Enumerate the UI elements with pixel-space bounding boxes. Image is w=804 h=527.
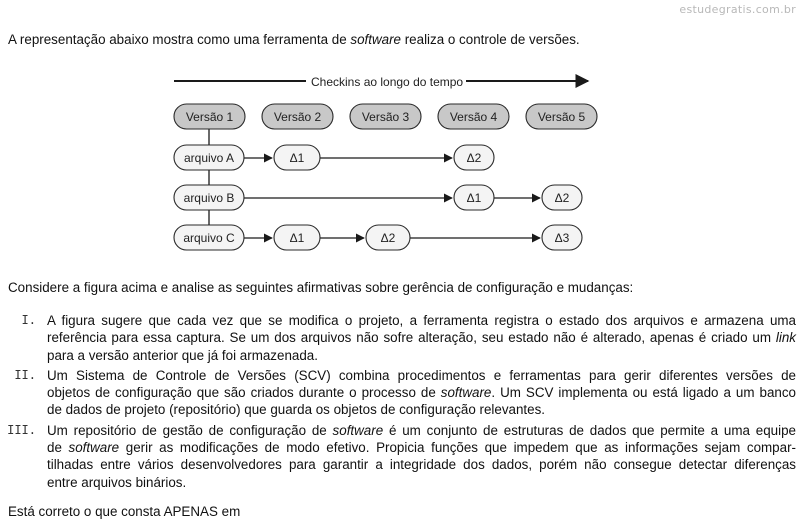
file-row-b: [174, 185, 582, 210]
svg-text:Δ1: Δ1: [466, 191, 482, 205]
statement-line: de dados de projeto (repositório) que guarda os objetos de configuração relevantes.: [47, 402, 546, 418]
statement-line: Um Sistema de Controle de Versões (SCV) combina procedimentos e ferramentas para gerir diferentes versões de: [47, 367, 796, 383]
svg-text:Δ1: Δ1: [289, 231, 305, 245]
statement-line: tilhadas entre vários desenvolvedores para garantir a integridade dos dados, porém não consegue detectar diferenças: [47, 457, 796, 473]
consider-text: Considere a figura acima e analise as seguintes afirmativas sobre gerência de configuração e mudanças:: [8, 280, 634, 295]
statement-line: objetos de configuração que são criados durante o processo de software. Um SCV implementa ou está ligado a um banco: [47, 385, 796, 401]
svg-text:Versão 4: Versão 4: [449, 110, 498, 124]
svg-text:Δ2: Δ2: [554, 191, 570, 205]
statements-list: [0, 312, 804, 494]
intro-after: realiza o controle de versões.: [401, 32, 580, 47]
delta-node: [274, 145, 320, 170]
svg-text:Versão 5: Versão 5: [537, 110, 586, 124]
svg-text:Δ3: Δ3: [554, 231, 570, 245]
version-pill: [350, 104, 421, 129]
svg-text:arquivo A: arquivo A: [183, 151, 235, 165]
version-pill: [526, 104, 597, 129]
statement-line: de software gerir as modificações de modo efetivo. Propicia funções que impedem que as informações sejam compar-: [47, 440, 796, 456]
statement-line: referência para essa captura. Se um dos arquivos não sofre alteração, seu estado não é alterado, apenas é criado um link: [47, 330, 796, 346]
svg-text:Versão 2: Versão 2: [273, 110, 322, 124]
version-pill: [438, 104, 509, 129]
statement-number: III.: [7, 422, 36, 437]
delta-node: [542, 225, 582, 250]
svg-text:Δ2: Δ2: [466, 151, 482, 165]
closing-question: Está correto o que consta APENAS em: [8, 504, 241, 519]
statement-line: entre arquivos binários.: [47, 474, 187, 490]
statement-line: Um repositório de gestão de configuração de software é um conjunto de estruturas de dados que permite a uma equipe: [47, 422, 796, 438]
svg-text:arquivo C: arquivo C: [183, 231, 235, 245]
statement-item: [0, 367, 804, 419]
version-pill: [262, 104, 333, 129]
statement-number: I.: [21, 313, 36, 327]
statement-body: [47, 367, 796, 419]
statement-item: [0, 422, 804, 491]
svg-text:arquivo B: arquivo B: [183, 191, 235, 205]
file-node: [174, 225, 244, 250]
svg-text:Δ1: Δ1: [289, 151, 305, 165]
statement-line: para a versão anterior que já foi armazenada.: [47, 347, 318, 363]
intro-emph: software: [350, 32, 401, 47]
file-node: [174, 145, 244, 170]
delta-node: [366, 225, 410, 250]
delta-node: [542, 185, 582, 210]
version-pill: [174, 104, 245, 129]
timeline-label: Checkins ao longo do tempo: [311, 75, 464, 89]
statement-item: [0, 312, 804, 364]
file-row-c: [174, 225, 582, 250]
file-row-a: [174, 145, 494, 170]
version-row: [174, 104, 597, 129]
intro-before: A representação abaixo mostra como uma ferramenta de: [8, 32, 351, 47]
svg-text:Δ2: Δ2: [380, 231, 396, 245]
statement-line: A figura sugere que cada vez que se modifica o projeto, a ferramenta registra o estado dos arquivos e armazena uma: [47, 313, 796, 328]
statement-body: [47, 312, 796, 364]
delta-node: [454, 185, 494, 210]
delta-node: [454, 145, 494, 170]
file-node: [174, 185, 244, 210]
svg-text:Versão 1: Versão 1: [185, 110, 234, 124]
delta-node: [274, 225, 320, 250]
site-watermark: estudegratis.com.br: [679, 3, 796, 16]
statement-number: II.: [14, 367, 36, 382]
svg-text:Versão 3: Versão 3: [361, 110, 410, 124]
statement-body: [47, 422, 796, 491]
